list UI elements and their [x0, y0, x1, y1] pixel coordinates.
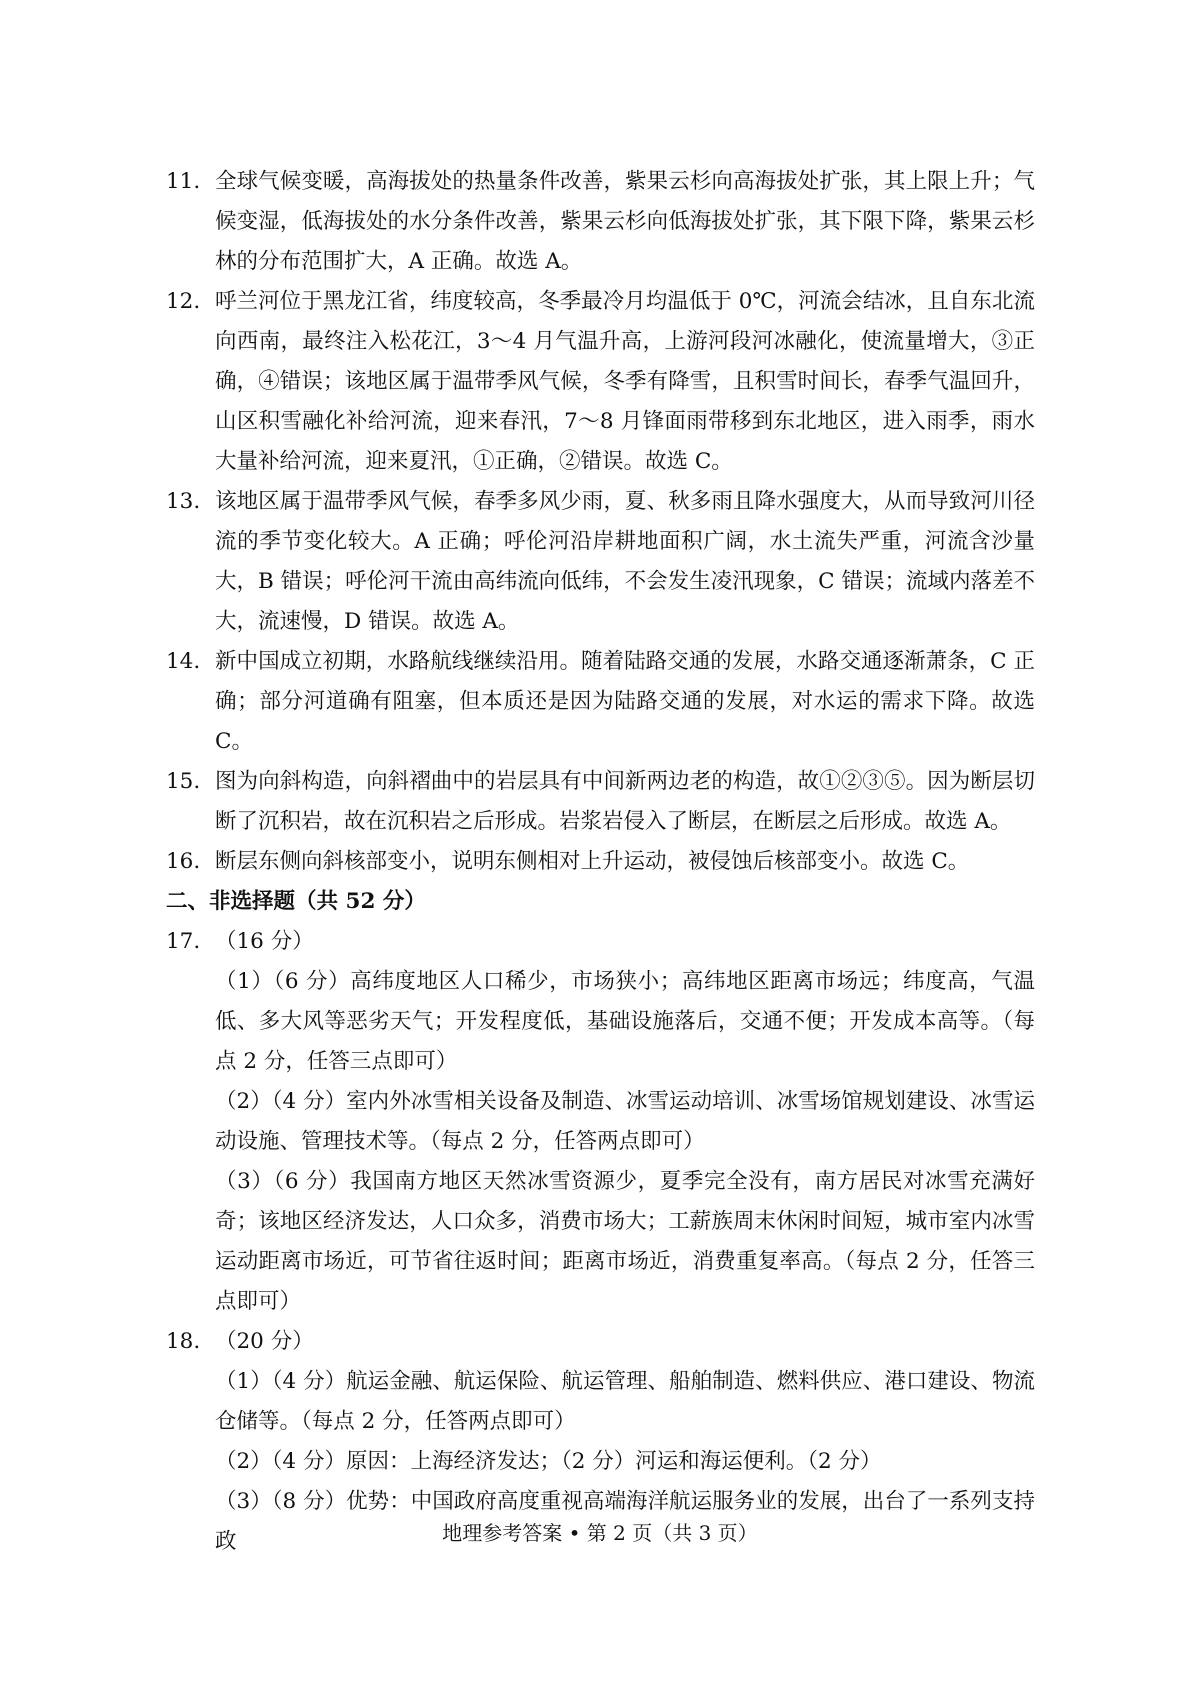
section-heading: 二、非选择题（共 52 分） [166, 889, 426, 914]
item-text: 图为向斜构造，向斜褶曲中的岩层具有中间新两边老的构造，故①②③⑤。因为断层切断了沉积岩，故在沉积岩之后形成。岩浆岩侵入了断层，在断层之后形成。故选 A。 [215, 769, 1035, 834]
sub-answer: （2）（4 分）室内外冰雪相关设备及制造、冰雪运动培训、冰雪场馆规划建设、冰雪运动设施、管理技术等。（每点 2 分，任答两点即可） [215, 1089, 1035, 1154]
sub-answer: （1）（4 分）航运金融、航运保险、航运管理、船舶制造、燃料供应、港口建设、物流仓储等。（每点 2 分，任答两点即可） [215, 1369, 1035, 1434]
sub-answer: （3）（8 分）优势：中国政府高度重视高端海洋航运服务业的发展，出台了一系列支持政 [215, 1489, 1035, 1554]
answer-content [0, 162, 1200, 1562]
item-text: 断层东侧向斜核部变小，说明东侧相对上升运动，被侵蚀后核部变小。故选 C。 [215, 849, 970, 874]
item-number: 16. [166, 849, 201, 874]
item-number: 14. [166, 649, 201, 674]
item-number: 12. [166, 289, 201, 314]
sub-answer: （2）（4 分）原因：上海经济发达；（2 分）河运和海运便利。（2 分） [215, 1449, 882, 1474]
page-footer: 地理参考答案 • 第 2 页（共 3 页） [442, 1521, 758, 1545]
item-number: 11. [166, 169, 201, 194]
answer-item [0, 642, 1035, 762]
item-number: 15. [166, 769, 201, 794]
question-header [0, 1322, 1200, 1362]
sub-answer: （3）（6 分）我国南方地区天然冰雪资源少，夏季完全没有，南方居民对冰雪充满好奇；该地区经济发达，人口众多，消费市场大；工薪族周末休闲时间短，城市室内冰雪运动距离市场近，可节省往返时间；距离市场近，消费重复率高。（每点 2 分，任答三点即可） [215, 1169, 1035, 1314]
answer-item [0, 762, 1035, 842]
question-score: （20 分） [215, 1329, 314, 1354]
answer-item [0, 842, 1035, 882]
item-text: 呼兰河位于黑龙江省，纬度较高，冬季最冷月均温低于 0℃，河流会结冰，且自东北流向西南，最终注入松花江，3～4 月气温升高，上游河段河冰融化，使流量增大，③正确，④错误；该地区属于温带季风气候，冬季有降雪，且积雪时间长，春季气温回升，山区积雪融化补给河流，迎来春汛，7～8 月锋面雨带移到东北地区，进入雨季，雨水大量补给河流，迎来夏汛，①正确，②错误。故选 C。 [215, 289, 1035, 474]
answer-item [0, 162, 1035, 282]
item-text: 新中国成立初期，水路航线继续沿用。随着陆路交通的发展，水路交通逐渐萧条，C 正确；部分河道确有阻塞，但本质还是因为陆路交通的发展，对水运的需求下降。故选 C。 [215, 649, 1035, 754]
question-number: 17. [166, 929, 201, 954]
question-score: （16 分） [215, 929, 314, 954]
sub-answer: （1）（6 分）高纬度地区人口稀少，市场狭小；高纬地区距离市场远；纬度高，气温低、多大风等恶劣天气；开发程度低，基础设施落后，交通不便；开发成本高等。（每点 2 分，任答三点即可） [215, 969, 1035, 1074]
question-number: 18. [166, 1329, 201, 1354]
item-text: 该地区属于温带季风气候，春季多风少雨，夏、秋多雨且降水强度大，从而导致河川径流的季节变化较大。A 正确；呼伦河沿岸耕地面积广阔，水土流失严重，河流含沙量大，B 错误；呼伦河干流由高纬流向低纬，不会发生凌汛现象，C 错误；流域内落差不大，流速慢，D 错误。故选 A。 [215, 489, 1035, 634]
answer-item [0, 282, 1035, 482]
answer-item [0, 482, 1035, 642]
item-text: 全球气候变暖，高海拔处的热量条件改善，紫果云杉向高海拔处扩张，其上限上升；气候变湿，低海拔处的水分条件改善，紫果云杉向低海拔处扩张，其下限下降，紫果云杉林的分布范围扩大，A 正确。故选 A。 [215, 169, 1035, 274]
question-header [0, 922, 1200, 962]
item-number: 13. [166, 489, 201, 514]
